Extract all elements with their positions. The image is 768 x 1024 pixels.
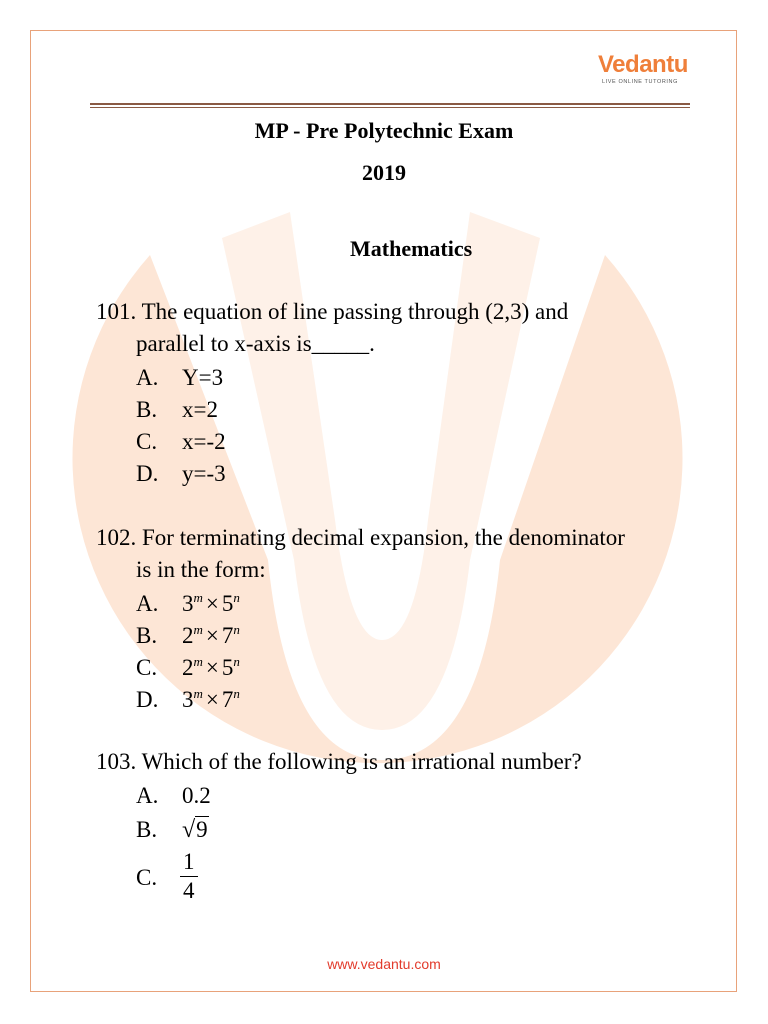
option-a[interactable] [136,780,211,812]
option-a[interactable] [136,362,223,394]
option-letter: B. [136,397,158,422]
base: 3 [182,687,194,712]
numerator: 1 [180,848,198,877]
question-101 [96,296,568,360]
base: 7 [221,687,234,712]
option-letter: D. [136,461,159,486]
base: 3 [182,591,194,616]
fraction [180,848,198,905]
option-text: 0.2 [182,783,211,808]
option-a[interactable] [136,588,240,620]
option-letter: C. [136,429,158,454]
option-letter: A. [136,591,159,616]
base: 7 [221,623,234,648]
option-b[interactable] [136,394,218,426]
exponent: m [193,654,203,669]
question-text: 102. For terminating decimal expansion, the denominator [96,525,625,550]
times-symbol: × [205,655,219,680]
option-d[interactable] [136,684,240,716]
question-102 [96,522,625,586]
option-letter: A. [136,365,159,390]
vedantu-logo [598,52,690,92]
times-symbol: × [205,687,219,712]
exam-year: 2019 [362,160,406,185]
option-d[interactable] [136,458,226,490]
option-text: Y=3 [182,365,224,390]
option-text: x=2 [182,397,218,422]
option-text: x=-2 [182,429,226,454]
square-root-symbol: √ [182,817,196,843]
question-text-continued: parallel to x-axis is_____. [136,331,375,356]
option-b[interactable] [136,814,209,846]
option-letter: A. [136,783,159,808]
base: 5 [221,655,234,680]
exponent: m [193,622,203,637]
question-text-continued: is in the form: [136,557,266,582]
website-link[interactable]: www.vedantu.com [327,956,441,972]
question-103 [96,746,582,778]
times-symbol: × [205,623,219,648]
base: 5 [221,591,234,616]
option-letter: C. [136,655,158,680]
exponent: n [233,654,240,669]
base: 2 [182,655,194,680]
question-text: 103. Which of the following is an irrational number? [96,749,582,774]
option-c[interactable] [136,862,182,894]
option-letter: C. [136,865,158,890]
option-text: y=-3 [182,461,226,486]
option-letter: B. [136,817,158,842]
option-c[interactable] [136,652,240,684]
header-rule-thin [90,107,690,108]
logo-wordmark: Vedantu [598,51,688,78]
subject-heading: Mathematics [350,236,473,261]
header-rule [90,103,690,105]
option-c[interactable] [136,426,226,458]
times-symbol: × [205,591,219,616]
denominator: 4 [183,878,195,903]
exponent: m [193,590,203,605]
question-text: 101. The equation of line passing through (2,3) and [96,299,569,324]
exponent: m [193,686,203,701]
option-letter: B. [136,623,158,648]
option-letter: D. [136,687,159,712]
exponent: n [233,686,240,701]
exponent: n [233,622,240,637]
logo-tagline: LIVE ONLINE TUTORING [602,79,678,85]
exam-title: MP - Pre Polytechnic Exam [254,118,514,143]
option-b[interactable] [136,620,240,652]
base: 2 [182,623,194,648]
radicand: 9 [196,817,208,842]
exponent: n [233,590,240,605]
